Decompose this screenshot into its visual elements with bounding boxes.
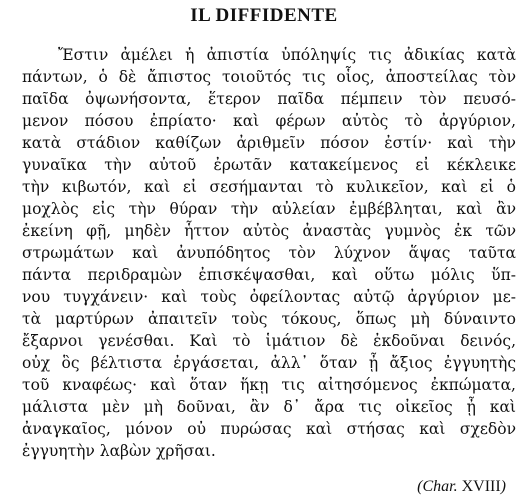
text-line: νου τυγχάνειν· καὶ τοὺς ὀφείλοντας αὐτῷ ἀργύριον με- — [22, 288, 516, 306]
text-line: ἐκείνη φῇ, μηδὲν ἧττον αὐτὸς ἀναστὰς γυμνὸς ἐκ τῶν — [22, 222, 516, 240]
text-line: μάλιστα μὲν μὴ δοῦναι, ἂν δ᾽ ἄρα τις οἰκεῖος ᾖ καὶ — [22, 398, 516, 416]
document-title: IL DIFFIDENTE — [190, 5, 338, 26]
text-line: γυναῖκα τὴν αὐτοῦ ἐρωτᾶν κατακείμενος εἰ κέκλεικε — [22, 156, 516, 174]
text-line: παῖδα ὀψωνήσοντα, ἕτερον παῖδα πέμπειν τὸν πευσό- — [22, 90, 516, 108]
text-line: Ἔστιν ἀμέλει ἡ ἀπιστία ὑπόληψίς τις ἀδικίας κατὰ — [58, 46, 516, 64]
text-line: μοχλὸς εἰς τὴν θύραν τὴν αὐλείαν ἐμβέβληται, καὶ ἂν — [22, 200, 516, 218]
text-line: ἔξαρνοι γενέσθαι. Καὶ τὸ ἱμάτιον δὲ ἐκδοῦναι δεινός, — [22, 332, 516, 350]
text-line: τοῦ κναφέως· καὶ ὅταν ἥκῃ τις αἰτησόμενος ἐκπώματα, — [22, 376, 516, 394]
text-line: κατὰ στάδιον καθίζων ἀριθμεῖν πόσον ἐστίν· καὶ τὴν — [22, 134, 516, 152]
citation-number: XVIII — [461, 478, 501, 495]
source-citation: (Char. XVIII) — [417, 478, 506, 495]
text-line: μενον πόσου ἐπρίατο· καὶ φέρων αὐτὸς τὸ ἀργύριον, — [22, 112, 516, 130]
text-line: τὰ μαρτύρων ἀπαιτεῖν τοὺς τόκους, ὅπως μὴ δύναιντο — [22, 310, 516, 328]
text-line: πάντα περιδραμὼν ἐπισκέψασθαι, καὶ οὕτω μόλις ὕπ- — [22, 266, 516, 284]
citation-author: Char. — [422, 478, 458, 495]
text-line: στρωμάτων καὶ ἀνυπόδητος τὸν λύχνον ἅψας ταῦτα — [22, 244, 516, 262]
text-line: ἐγγυητὴν λαβὼν χρῆσαι. — [22, 442, 216, 460]
text-line: ἀναγκαῖος, μόνον οὐ πυρώσας καὶ στήσας καὶ σχεδὸν — [22, 420, 516, 438]
text-line: τὴν κιβωτόν, καὶ εἰ σεσήμανται τὸ κυλικεῖον, καὶ εἰ ὁ — [22, 178, 516, 196]
text-line: οὐχ ὃς βέλτιστα ἐργάσεται, ἀλλ᾽ ὅταν ᾖ ἄξιος ἐγγυητὴς — [22, 354, 516, 372]
text-line: πάντων, ὁ δὲ ἄπιστος τοιοῦτός τις οἷος, ἀποστείλας τὸν — [22, 68, 516, 86]
